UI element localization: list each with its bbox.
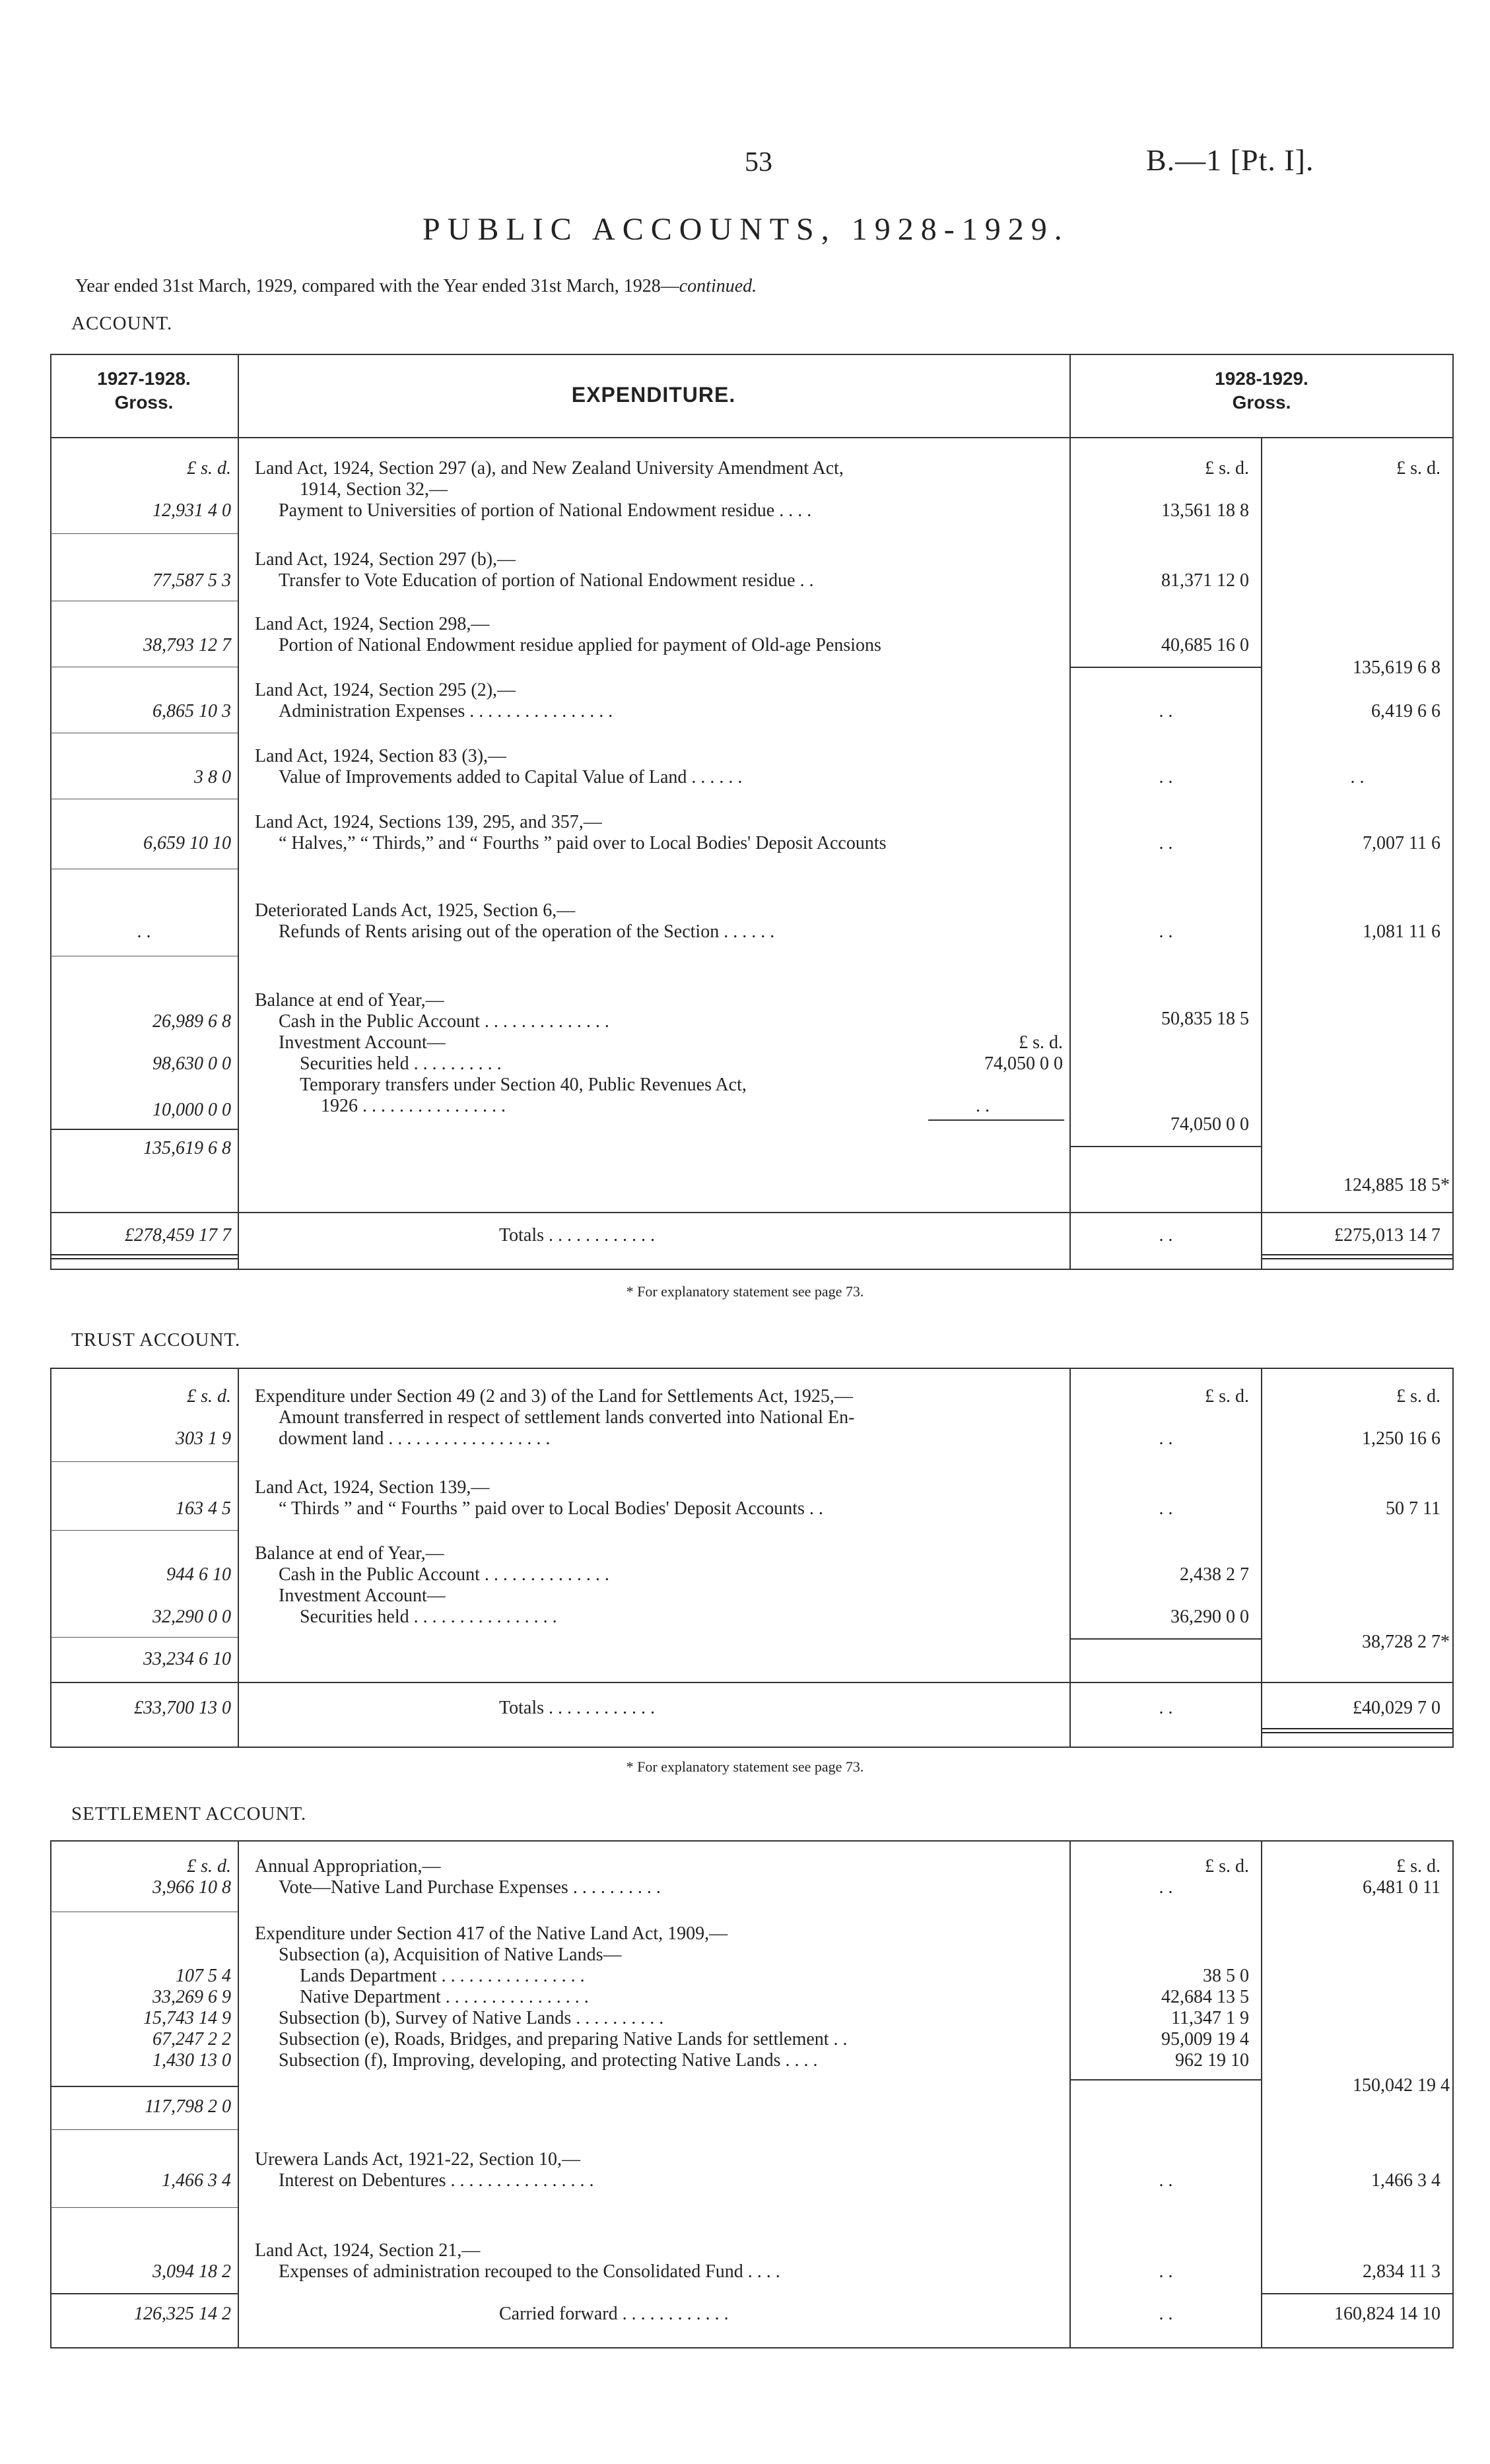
settlement-row-c1: . . bbox=[1159, 2170, 1173, 2191]
account-row-item: Payment to Universities of portion of National Endowment residue . . . . bbox=[279, 500, 812, 521]
settlement-item-label: Subsection (b), Survey of Native Lands . . . . . . . . . . bbox=[279, 2008, 664, 2028]
balance-heading: Balance at end of Year,— bbox=[255, 990, 444, 1011]
account-row-heading: Land Act, 1924, Section 297 (a), and New Zealand University Amendment Act, bbox=[255, 458, 844, 479]
totals-prev: £278,459 17 7 bbox=[125, 1225, 231, 1246]
settlement-item-prev: 33,269 6 9 bbox=[152, 1987, 231, 2007]
section-title-trust-account: TRUST ACCOUNT. bbox=[71, 1329, 241, 1350]
double-rule bbox=[1262, 1728, 1452, 1733]
account-row-c1: 40,685 16 0 bbox=[1161, 635, 1249, 655]
account-row-c1: . . bbox=[1159, 767, 1173, 787]
settlement-row-prev: 1,466 3 4 bbox=[162, 2170, 231, 2191]
account-row-c2: 1,081 11 6 bbox=[1363, 921, 1440, 942]
settlement-item-label: Subsection (f), Improving, developing, and protecting Native Lands . . . . bbox=[279, 2050, 818, 2071]
settlement-row-item: Vote—Native Land Purchase Expenses . . . . . . . . . . bbox=[279, 1877, 661, 1898]
header-col-prev bbox=[53, 367, 235, 415]
rule bbox=[1071, 2079, 1261, 2081]
balance-cash-c1: 50,835 18 5 bbox=[1161, 1009, 1249, 1029]
account-row-item: Administration Expenses . . . . . . . . . . . . . . . . bbox=[279, 701, 613, 721]
rule bbox=[1071, 1146, 1261, 1147]
units-c2: £ s. d. bbox=[1396, 1386, 1440, 1407]
balance-cash: Cash in the Public Account . . . . . . . . . . . . . . bbox=[279, 1011, 609, 1032]
trust-row-prev: 163 4 5 bbox=[176, 1498, 231, 1519]
settlement-item-c1: 42,684 13 5 bbox=[1161, 1987, 1249, 2007]
account-row-c1: . . bbox=[1159, 833, 1173, 853]
account-row-subheading: 1914, Section 32,— bbox=[300, 479, 448, 500]
account-row-heading: Land Act, 1924, Section 297 (b),— bbox=[255, 549, 516, 570]
account-row-prev: . . bbox=[137, 921, 151, 942]
rule bbox=[1452, 354, 1454, 1269]
settlement-item-c1: 962 19 10 bbox=[1175, 2050, 1249, 2071]
account-row-heading: Land Act, 1924, Section 295 (2),— bbox=[255, 680, 516, 700]
balance-temporary-prev: 10,000 0 0 bbox=[152, 1100, 231, 1120]
settlement-row-heading: Annual Appropriation,— bbox=[255, 1856, 441, 1877]
rule bbox=[50, 1682, 1454, 1683]
rule bbox=[50, 1212, 1454, 1213]
account-row-item: Refunds of Rents arising out of the operation of the Section . . . . . . bbox=[279, 921, 775, 942]
totals-c2: £275,013 14 7 bbox=[1334, 1225, 1440, 1246]
settlement-item-prev: 1,430 13 0 bbox=[152, 2050, 231, 2071]
carried-forward-label: Carried forward . . . . . . . . . . . . bbox=[499, 2304, 729, 2324]
account-row-prev: 6,865 10 3 bbox=[152, 701, 231, 721]
account-row-c2: 135,619 6 8 bbox=[1353, 657, 1440, 678]
settlement-row-item: Interest on Debentures . . . . . . . . . . . . . . . . bbox=[279, 2170, 594, 2191]
rule bbox=[50, 1530, 238, 1531]
account-row-c2: 6,419 6 6 bbox=[1371, 701, 1440, 721]
rule bbox=[1071, 667, 1261, 668]
balance-temporary-year: 1926 . . . . . . . . . . . . . . . . bbox=[321, 1096, 506, 1116]
account-row-c1: 13,561 18 8 bbox=[1161, 500, 1249, 521]
rule bbox=[50, 1129, 238, 1130]
trust-row-c2: 1,250 16 6 bbox=[1362, 1428, 1440, 1449]
units-c1: £ s. d. bbox=[1205, 1386, 1249, 1407]
balance-investment-c1: 74,050 0 0 bbox=[1170, 1114, 1249, 1135]
account-row-prev: 3 8 0 bbox=[194, 767, 231, 787]
trust-row-c1: . . bbox=[1159, 1498, 1173, 1519]
rule bbox=[1261, 1368, 1262, 1748]
units-c1: £ s. d. bbox=[1205, 1856, 1249, 1877]
subtitle-text: Year ended 31st March, 1929, compared with the Year ended 31st March, 1928— bbox=[75, 276, 679, 296]
trust-totals-c1: . . bbox=[1159, 1698, 1173, 1718]
settlement-row-c1: . . bbox=[1159, 2261, 1173, 2282]
trust-row-item: “ Thirds ” and “ Fourths ” paid over to Local Bodies' Deposit Accounts . . bbox=[279, 1498, 823, 1519]
rule bbox=[50, 1368, 51, 1748]
units-c2: £ s. d. bbox=[1396, 1856, 1440, 1877]
account-row-prev: 77,587 5 3 bbox=[152, 570, 231, 591]
rule bbox=[50, 2207, 238, 2208]
rule bbox=[928, 1119, 1064, 1121]
trust-balance-securities: Securities held . . . . . . . . . . . . . . . . bbox=[300, 1607, 557, 1627]
totals-c1: . . bbox=[1159, 1225, 1173, 1246]
rule bbox=[238, 1840, 239, 2348]
settlement-item-c1: 11,347 1 9 bbox=[1171, 2008, 1249, 2028]
settlement-row-c2: 2,834 11 3 bbox=[1363, 2261, 1440, 2282]
rule bbox=[50, 2129, 238, 2130]
trust-row-c1: . . bbox=[1159, 1428, 1173, 1449]
settlement-row-heading: Expenditure under Section 417 of the Native Land Act, 1909,— bbox=[255, 1923, 728, 1944]
rule bbox=[238, 354, 239, 1269]
account-row-c1: . . bbox=[1159, 921, 1173, 942]
rule bbox=[1262, 2293, 1452, 2294]
account-row-c1: . . bbox=[1159, 701, 1173, 721]
rule bbox=[1452, 1840, 1454, 2348]
settlement-item-label: Lands Department . . . . . . . . . . . . . . . . bbox=[300, 1966, 585, 1986]
settlement-row-c2: 6,481 0 11 bbox=[1363, 1877, 1440, 1898]
rule bbox=[50, 1461, 238, 1462]
settlement-row-prev: 3,094 18 2 bbox=[152, 2261, 231, 2282]
settlement-row-subheading: Subsection (a), Acquisition of Native Lands— bbox=[279, 1945, 622, 1965]
settlement-item-prev: 107 5 4 bbox=[176, 1966, 231, 1986]
units-prev: £ s. d. bbox=[187, 458, 231, 479]
trust-balance-cash-prev: 944 6 10 bbox=[166, 1564, 231, 1585]
rule bbox=[50, 1840, 1454, 1842]
settlement-row-prev: 3,966 10 8 bbox=[152, 1877, 231, 1898]
balance-total-prev: 135,619 6 8 bbox=[143, 1138, 231, 1158]
settlement-row-c2: 1,466 3 4 bbox=[1371, 2170, 1440, 2191]
carried-forward-c1: . . bbox=[1159, 2304, 1173, 2324]
subtitle-suffix: continued. bbox=[679, 276, 757, 296]
settlement-subtotal-prev: 117,798 2 0 bbox=[145, 2096, 231, 2117]
balance-securities-amount: 74,050 0 0 bbox=[984, 1053, 1063, 1074]
account-row-item: Transfer to Vote Education of portion of National Endowment residue . . bbox=[279, 570, 814, 591]
header-col-curr-year: 1928-1929. bbox=[1215, 368, 1308, 389]
settlement-item-label: Native Department . . . . . . . . . . . . . . . . bbox=[300, 1987, 589, 2007]
balance-inv-units: £ s. d. bbox=[1019, 1032, 1063, 1053]
trust-row-c2: 50 7 11 bbox=[1386, 1498, 1440, 1519]
trust-balance-cash: Cash in the Public Account . . . . . . . . . . . . . . bbox=[279, 1564, 609, 1585]
rule bbox=[238, 1368, 239, 1748]
carried-forward-c2: 160,824 14 10 bbox=[1334, 2304, 1440, 2324]
trust-totals-prev: £33,700 13 0 bbox=[134, 1698, 231, 1718]
header-col-curr bbox=[1072, 367, 1451, 415]
rule bbox=[50, 1269, 1454, 1270]
settlement-item-prev: 15,743 14 9 bbox=[143, 2008, 231, 2028]
trust-row-item: Amount transferred in respect of settlement lands converted into National En- bbox=[279, 1407, 855, 1428]
units-c1: £ s. d. bbox=[1205, 458, 1249, 479]
units-prev: £ s. d. bbox=[187, 1856, 231, 1877]
rule bbox=[50, 533, 238, 534]
units-prev: £ s. d. bbox=[187, 1386, 231, 1407]
account-row-heading: Land Act, 1924, Section 83 (3),— bbox=[255, 746, 507, 766]
trust-row-heading: Land Act, 1924, Section 139,— bbox=[255, 1477, 490, 1498]
balance-securities-prev: 98,630 0 0 bbox=[152, 1053, 231, 1074]
rule bbox=[50, 1368, 1454, 1369]
account-row-item: “ Halves,” “ Thirds,” and “ Fourths ” paid over to Local Bodies' Deposit Accounts bbox=[279, 833, 887, 853]
trust-balance-securities-prev: 32,290 0 0 bbox=[152, 1607, 231, 1627]
balance-securities: Securities held . . . . . . . . . . bbox=[300, 1053, 502, 1074]
account-row-c2: 7,007 11 6 bbox=[1363, 833, 1440, 853]
trust-row-prev: 303 1 9 bbox=[176, 1428, 231, 1449]
section-title-account: ACCOUNT. bbox=[71, 313, 173, 334]
trust-balance-c2: 38,728 2 7* bbox=[1362, 1632, 1450, 1652]
settlement-row-item: Expenses of administration recouped to the Consolidated Fund . . . . bbox=[279, 2261, 780, 2282]
settlement-item-prev: 67,247 2 2 bbox=[152, 2029, 231, 2049]
page-number: 53 bbox=[745, 147, 772, 178]
rule bbox=[50, 2293, 238, 2294]
totals-label: Totals . . . . . . . . . . . . bbox=[499, 1225, 656, 1246]
account-row-heading: Land Act, 1924, Section 298,— bbox=[255, 614, 490, 634]
balance-temporary-dots: . . bbox=[976, 1096, 990, 1116]
page-title: PUBLIC ACCOUNTS, 1928-1929. bbox=[423, 212, 1069, 247]
settlement-subtotal-c2: 150,042 19 4 bbox=[1353, 2075, 1450, 2096]
account-row-heading: Deteriorated Lands Act, 1925, Section 6,— bbox=[255, 900, 576, 921]
rule bbox=[50, 1747, 1454, 1748]
account-row-c2: . . bbox=[1350, 767, 1365, 787]
rule bbox=[50, 1637, 238, 1638]
account-row-prev: 12,931 4 0 bbox=[152, 500, 231, 521]
trust-row-heading: Expenditure under Section 49 (2 and 3) of the Land for Settlements Act, 1925,— bbox=[255, 1386, 853, 1407]
rule bbox=[1071, 1638, 1261, 1640]
header-col-prev-year: 1927-1928. bbox=[97, 368, 191, 389]
balance-cash-prev: 26,989 6 8 bbox=[152, 1011, 231, 1032]
rule bbox=[1452, 1368, 1454, 1748]
double-rule bbox=[50, 1254, 238, 1259]
settlement-item-label: Subsection (e), Roads, Bridges, and preparing Native Lands for settlement . . bbox=[279, 2029, 848, 2049]
settlement-row-heading: Land Act, 1924, Section 21,— bbox=[255, 2240, 481, 2261]
carried-forward-prev: 126,325 14 2 bbox=[134, 2304, 231, 2324]
trust-balance-cash-c1: 2,438 2 7 bbox=[1180, 1564, 1249, 1585]
trust-balance-securities-c1: 36,290 0 0 bbox=[1170, 1607, 1249, 1627]
account-row-c1: 81,371 12 0 bbox=[1161, 570, 1249, 591]
document-reference: B.—1 [Pt. I]. bbox=[1146, 143, 1314, 177]
header-col-curr-gross: Gross. bbox=[1232, 392, 1291, 413]
page-subtitle bbox=[75, 276, 757, 297]
rule bbox=[50, 437, 1454, 438]
rule bbox=[50, 354, 51, 1269]
settlement-row-c1: . . bbox=[1159, 1877, 1173, 1898]
trust-totals-label: Totals . . . . . . . . . . . . bbox=[499, 1698, 656, 1718]
rule bbox=[50, 354, 1454, 355]
trust-balance-prev: 33,234 6 10 bbox=[143, 1649, 231, 1669]
header-col-prev-gross: Gross. bbox=[114, 392, 174, 413]
account-row-heading: Land Act, 1924, Sections 139, 295, and 357,— bbox=[255, 812, 602, 832]
trust-balance-heading: Balance at end of Year,— bbox=[255, 1543, 444, 1564]
double-rule bbox=[1262, 1254, 1452, 1259]
footnote-trust: * For explanatory statement see page 73. bbox=[626, 1758, 864, 1775]
rule bbox=[1069, 1368, 1071, 1748]
settlement-item-c1: 95,009 19 4 bbox=[1161, 2029, 1249, 2049]
trust-totals-c2: £40,029 7 0 bbox=[1353, 1698, 1440, 1718]
rule bbox=[50, 2347, 1454, 2348]
account-row-item: Value of Improvements added to Capital Value of Land . . . . . . bbox=[279, 767, 743, 787]
account-row-item: Portion of National Endowment residue applied for payment of Old-age Pensions bbox=[279, 635, 881, 655]
settlement-item-c1: 38 5 0 bbox=[1203, 1966, 1249, 1986]
account-row-prev: 38,793 12 7 bbox=[143, 635, 231, 655]
trust-row-item-cont: dowment land . . . . . . . . . . . . . . . . . . bbox=[279, 1428, 551, 1449]
balance-total-c2: 124,885 18 5* bbox=[1343, 1175, 1450, 1195]
trust-balance-investment: Investment Account— bbox=[279, 1585, 446, 1606]
rule bbox=[50, 2086, 238, 2087]
footnote-account: * For explanatory statement see page 73. bbox=[626, 1283, 864, 1300]
balance-investment: Investment Account— bbox=[279, 1032, 446, 1053]
section-title-settlement-account: SETTLEMENT ACCOUNT. bbox=[71, 1803, 307, 1824]
header-col-expenditure: EXPENDITURE. bbox=[571, 383, 736, 407]
balance-temporary: Temporary transfers under Section 40, Public Revenues Act, bbox=[300, 1075, 747, 1095]
account-row-prev: 6,659 10 10 bbox=[143, 833, 231, 853]
settlement-row-heading: Urewera Lands Act, 1921-22, Section 10,— bbox=[255, 2149, 580, 2170]
units-c2: £ s. d. bbox=[1396, 458, 1440, 479]
